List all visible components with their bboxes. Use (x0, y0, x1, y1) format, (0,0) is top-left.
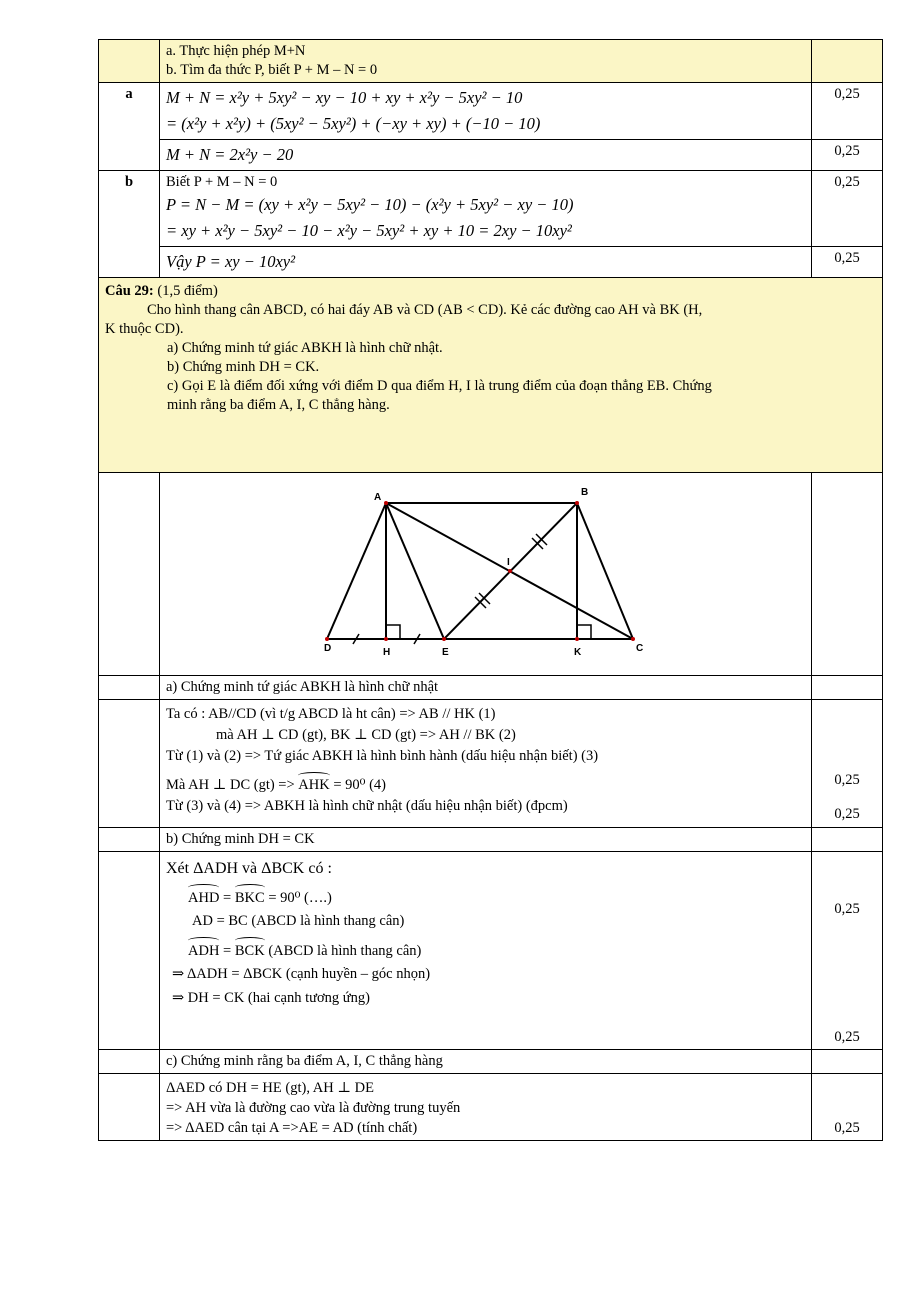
part-b-question: b) Chứng minh DH = CK. (167, 359, 320, 375)
trapezoid-diagram (160, 473, 812, 669)
part-b-work (160, 171, 812, 247)
part-a-solution (160, 700, 812, 828)
given-line: Biết P + M – N = 0 (166, 174, 278, 190)
segment-ad (327, 503, 386, 639)
score: 0,25 (812, 247, 883, 278)
score: 0,25 (834, 1120, 860, 1136)
label-a: A (374, 492, 382, 503)
problem28-tasks (160, 40, 812, 83)
c-line-2: => AH vừa là đường cao vừa là đường trung tuyến (166, 1100, 461, 1116)
label-c: C (636, 643, 644, 654)
sum-result: M + N = 2x²y − 20 (166, 145, 294, 164)
part-c-heading: c) Chứng minh rằng ba điểm A, I, C thẳng hàng (166, 1053, 443, 1069)
score: 0,25 (812, 140, 883, 171)
answer-table (98, 39, 883, 1141)
a-line-1: Ta có : AB//CD (vì t/g ABCD là ht cân) => AB // HK (1) (166, 706, 496, 722)
segment-ae (386, 503, 444, 639)
angle-ahk: AHK (298, 773, 329, 796)
sum-line-2: = (x²y + x²y) + (5xy² − 5xy²) + (−xy + xy) + (−10 − 10) (166, 114, 541, 133)
statement-line-2: K thuộc CD). (105, 321, 184, 337)
problem-points: (1,5 điểm) (157, 283, 218, 299)
score: 0,25 (834, 901, 860, 917)
statement-line-1: Cho hình thang cân ABCD, có hai đáy AB và CD (AB < CD). Kẻ các đường cao AH và BK (H, (147, 302, 703, 318)
label-d: D (324, 643, 332, 654)
b-line-3: AD = BC (ABCD là hình thang cân) (192, 913, 405, 929)
part-b-heading: b) Chứng minh DH = CK (166, 831, 315, 847)
part-c-question-1: c) Gọi E là điểm đối xứng với điểm D qua điểm H, I là trung điểm của đoạn thẳng EB. Chứng (167, 378, 712, 394)
label-h: H (383, 647, 391, 658)
label-i: I (507, 557, 510, 568)
label-k: K (574, 647, 582, 658)
score: 0,25 (834, 1029, 860, 1045)
b-line-4: ADH = BCK (ABCD là hình thang cân) (166, 938, 805, 964)
part-a-question: a) Chứng minh tứ giác ABKH là hình chữ nhật. (167, 340, 443, 356)
p-line-1: P = N − M = (xy + x²y − 5xy² − 10) − (x²y + 5xy² − xy − 10) (166, 195, 574, 214)
part-c-solution (160, 1074, 812, 1141)
b-line-1: Xét ΔADH và ΔBCK có : (166, 860, 332, 877)
b-line-5: ⇒ ΔADH = ΔBCK (cạnh huyền – góc nhọn) (172, 966, 431, 982)
part-a-work (160, 83, 812, 140)
task-b: b. Tìm đa thức P, biết P + M – N = 0 (166, 62, 378, 78)
b-line-2: AHD = BKC = 90⁰ (….) (166, 885, 805, 911)
diagram-cell (160, 473, 812, 676)
a-line-5: Từ (3) và (4) => ABKH là hình chữ nhật (dấu hiệu nhận biết) (đpcm) (166, 798, 568, 814)
score: 0,25 (834, 806, 860, 822)
a-line-4: Mà AH ⊥ DC (gt) => AHK = 90⁰ (4) (166, 773, 805, 796)
segment-bc (577, 503, 633, 639)
c-line-1: ΔAED có DH = HE (gt), AH ⊥ DE (166, 1080, 374, 1096)
sum-line-1: M + N = x²y + 5xy² − xy − 10 + xy + x²y − 5xy² − 10 (166, 88, 523, 107)
label-b: B (581, 487, 589, 498)
task-a: a. Thực hiện phép M+N (166, 43, 306, 59)
b-line-6: ⇒ DH = CK (hai cạnh tương ứng) (172, 989, 370, 1006)
p-line-2: = xy + x²y − 5xy² − 10 − x²y − 5xy² + xy + 10 = 2xy − 10xy² (166, 221, 572, 240)
answer-sheet (98, 39, 883, 1141)
a-line-3: Từ (1) và (2) => Tứ giác ABKH là hình bình hành (dấu hiệu nhận biết) (3) (166, 748, 599, 764)
p-result: Vậy P = xy − 10xy² (166, 252, 296, 271)
part-b-label: b (99, 171, 160, 278)
right-angle-h (386, 625, 400, 639)
part-b-solution (160, 852, 812, 1050)
c-line-3: => ΔAED cân tại A =>AE = AD (tính chất) (166, 1120, 418, 1136)
problem29-statement (99, 278, 883, 473)
score: 0,25 (812, 83, 883, 140)
label-e: E (442, 647, 449, 658)
part-a-heading: a) Chứng minh tứ giác ABKH là hình chữ nhật (166, 679, 439, 695)
score: 0,25 (834, 772, 860, 788)
right-angle-k (577, 625, 591, 639)
problem-title: Câu 29: (105, 283, 154, 299)
a-line-2: mà AH ⊥ CD (gt), BK ⊥ CD (gt) => AH // BK (2) (216, 727, 516, 743)
part-a-label: a (99, 83, 160, 171)
score: 0,25 (812, 171, 883, 247)
part-c-question-2: minh rằng ba điểm A, I, C thẳng hàng. (167, 397, 390, 413)
